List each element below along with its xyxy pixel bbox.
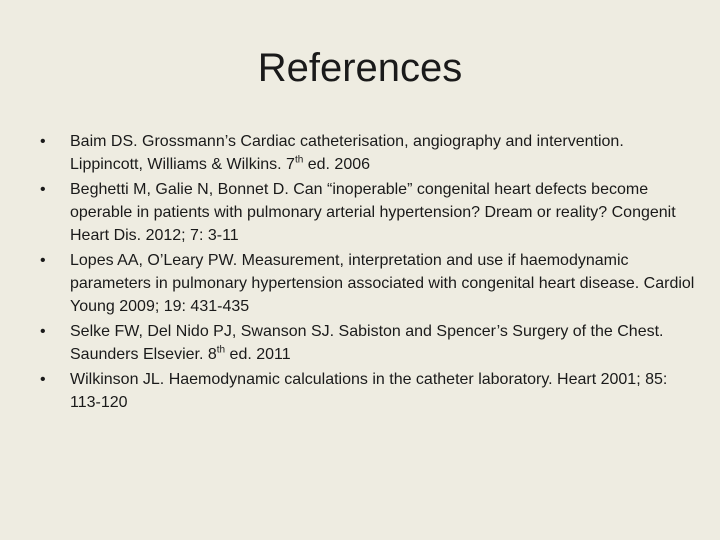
reference-item xyxy=(40,130,700,176)
bullet-icon: • xyxy=(40,371,46,388)
reference-text: Baim DS. Grossmann’s Cardiac catheterisation, angiography and intervention. Lippincott, Williams & Wilkins. 7 xyxy=(70,133,624,173)
reference-text: Beghetti M, Galie N, Bonnet D. Can “inoperable” congenital heart defects become operable in patients with pulmonary arterial hypertension? Dream or reality? Congenit Heart Dis. 2012; 7: 3-11 xyxy=(70,181,676,244)
slide-title: References xyxy=(257,46,463,90)
bullet-icon: • xyxy=(40,181,46,198)
reference-superscript: th xyxy=(294,154,304,166)
reference-text: Selke FW, Del Nido PJ, Swanson SJ. Sabiston and Spencer’s Surgery of the Chest. Saunders Elsevier. 8 xyxy=(70,323,664,363)
reference-text-after: ed. 2006 xyxy=(303,156,371,173)
bullet-icon: • xyxy=(40,323,46,340)
reference-text: Wilkinson JL. Haemodynamic calculations in the catheter laboratory. Heart 2001; 85: 113-120 xyxy=(70,371,668,411)
reference-superscript: th xyxy=(216,344,226,356)
bullet-icon: • xyxy=(40,252,46,269)
reference-text: Lopes AA, O’Leary PW. Measurement, interpretation and use if haemodynamic parameters in pulmonary hypertension associated with congenital heart disease. Cardiol Young 2009; 19: 431-435 xyxy=(70,252,695,315)
reference-item xyxy=(40,368,700,414)
reference-list xyxy=(40,130,700,416)
reference-item xyxy=(40,178,700,247)
reference-text-after: ed. 2011 xyxy=(225,346,291,363)
reference-item xyxy=(40,320,700,366)
reference-item xyxy=(40,249,700,318)
bullet-icon: • xyxy=(40,133,46,150)
